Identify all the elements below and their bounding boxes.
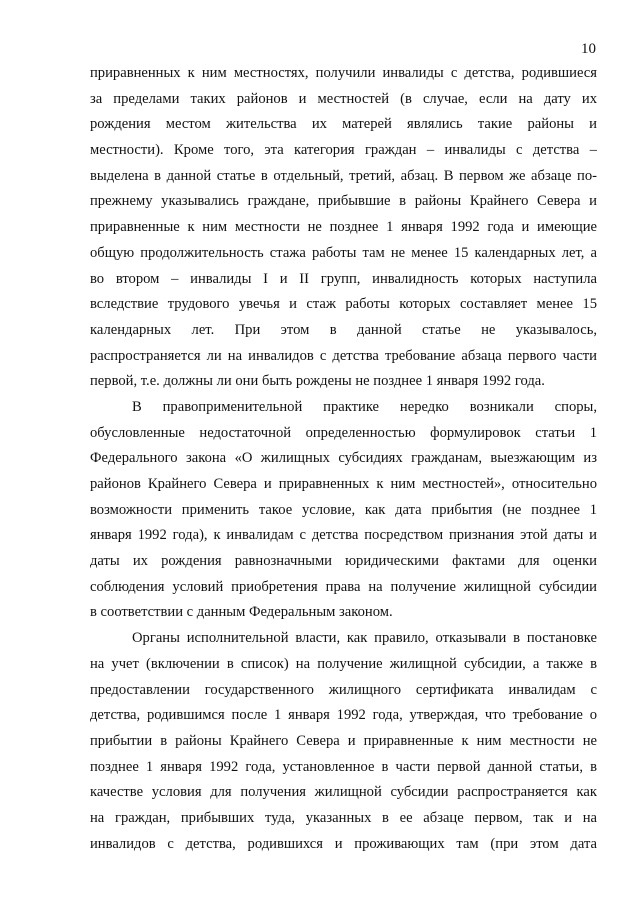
text-line: выделена в данной статье в отдельный, третий, абзац. В первом же абзаце по- — [90, 167, 597, 184]
text-line: в соответствии с данным Федеральным законом. — [90, 604, 393, 621]
text-line: приравненных к ним местностях, получили инвалиды с детства, родившиеся — [90, 65, 597, 81]
text-line: прежнему указывались граждане, прибывшие в районы Крайнего Севера и — [90, 193, 597, 210]
page-number: 10 — [581, 41, 596, 57]
text-line: прибытии в районы Крайнего Севера и приравненные к ним местности не — [90, 732, 597, 749]
text-line: вследствие трудового увечья и стаж работы которых составляет менее 15 — [90, 296, 597, 313]
text-line: Органы исполнительной власти, как правило, отказывали в постановке — [132, 630, 597, 647]
text-line: даты их рождения равнозначными юридическими фактами для оценки — [90, 553, 597, 570]
text-line: позднее 1 января 1992 года, установленное в части первой данной статьи, в — [90, 758, 597, 775]
text-line: января 1992 года), к инвалидам с детства посредством признания этой даты и — [90, 527, 597, 544]
text-line: приравненные к ним местности не позднее 1 января 1992 года и имеющие — [90, 219, 597, 236]
text-line: инвалидов с детства, родившихся и проживающих там (при этом дата — [90, 835, 597, 852]
text-line: рождения местом жительства их матерей являлись такие районы и — [90, 116, 597, 133]
text-line: местности). Кроме того, эта категория граждан – инвалиды с детства – — [90, 142, 597, 159]
text-line: качестве условия для получения жилищной субсидии распространяется как — [90, 784, 597, 801]
text-line: общую продолжительность стажа работы там не менее 15 календарных лет, а — [90, 244, 597, 261]
text-line: во втором – инвалиды I и II групп, инвалидность которых наступила — [90, 270, 597, 287]
body-text — [90, 61, 597, 857]
text-line: районов Крайнего Севера и приравненных к ним местностей», относительно — [90, 476, 597, 492]
text-line: первой, т.е. должны ли они быть рождены не позднее 1 января 1992 года. — [90, 373, 545, 390]
text-line: предоставлении государственного жилищного сертификата инвалидам с — [90, 681, 597, 698]
text-line: обусловленные недостаточной определенностью формулировок статьи 1 — [90, 424, 597, 441]
text-line: на учет (включении в список) на получение жилищной субсидии, а также в — [90, 655, 597, 672]
text-line: календарных лет. При этом в данной статье не указывалось, — [90, 321, 597, 338]
text-line: соблюдения условий приобретения права на получение жилищной субсидии — [90, 578, 597, 595]
text-line: возможности применить такое условие, как дата прибытия (не позднее 1 — [90, 501, 597, 518]
text-line: В правоприменительной практике нередко возникали споры, — [132, 398, 597, 415]
text-line: за пределами таких районов и местностей (в случае, если на дату их — [90, 90, 597, 107]
text-line: на граждан, прибывших туда, указанных в ее абзаце первом, так и на — [90, 809, 597, 826]
text-line: детства, родившимся после 1 января 1992 года, утверждая, что требование о — [90, 707, 597, 724]
text-line: Федерального закона «О жилищных субсидиях гражданам, выезжающим из — [90, 450, 597, 467]
text-line: распространяется ли на инвалидов с детства требование абзаца первого части — [90, 347, 597, 364]
